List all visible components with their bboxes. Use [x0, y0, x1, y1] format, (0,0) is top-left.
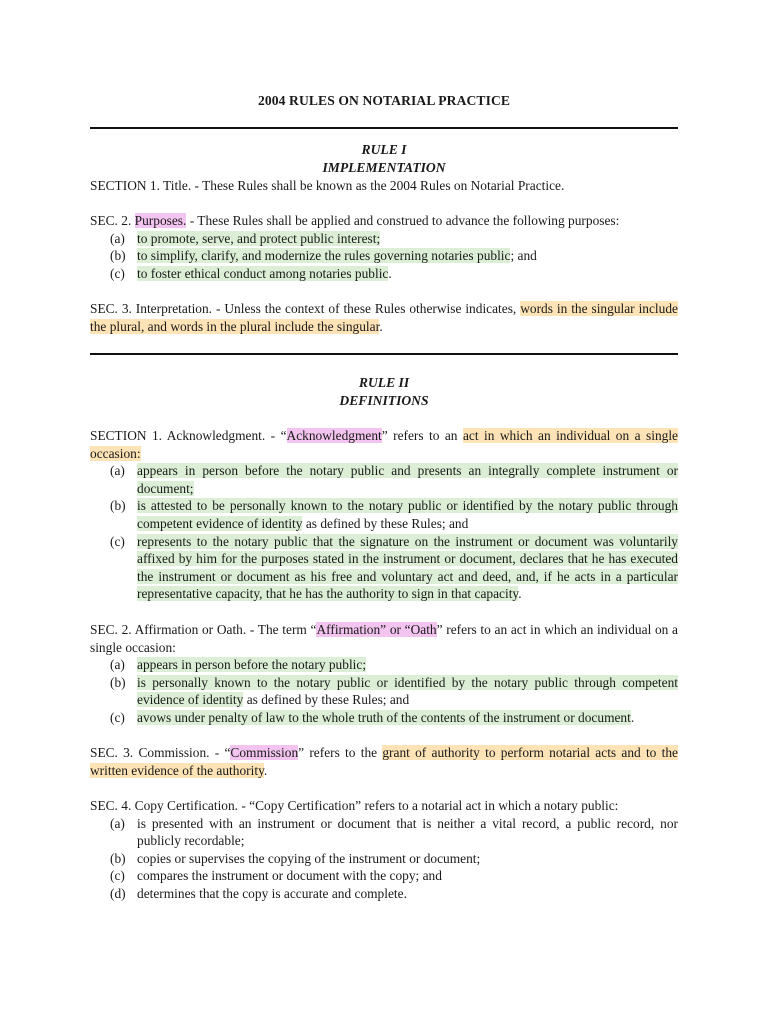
section-label: SEC. 2. Affirmation or Oath. - The term “ — [90, 622, 317, 637]
list-item — [90, 815, 678, 850]
section-label: SEC. 2. — [90, 213, 135, 228]
rule-2-heading: RULE II — [358, 375, 410, 390]
list-item-text: determines that the copy is accurate and complete. — [137, 885, 407, 901]
section-body: ” refers to the — [298, 745, 383, 760]
rule-2-section-2 — [90, 621, 678, 727]
list-marker: (b) — [110, 674, 126, 690]
list-marker: (a) — [110, 657, 125, 673]
rule-1-heading: RULE I — [361, 142, 407, 157]
section-text — [90, 300, 678, 335]
section-tail: . — [263, 762, 268, 778]
list-item-text: to promote, serve, and protect public interest; — [137, 230, 381, 246]
list-item — [90, 885, 678, 903]
list-item-text: copies or supervises the copying of the instrument or document; — [137, 850, 481, 866]
list-marker: (c) — [110, 533, 125, 549]
list-item-tail: as defined by these Rules; and — [243, 692, 410, 708]
list-item-tail: . — [518, 586, 522, 602]
copy-certification-list — [90, 815, 678, 903]
highlighted-text: act in which an individual on a single occasion: — [90, 428, 678, 461]
rule-1-subheading: IMPLEMENTATION — [322, 160, 446, 175]
list-item-text: represents to the notary public that the signature on the instrument or document was voluntarily affixed by him for the purposes stated in the instrument or document, declares that he has executed the instrument or document as his free and voluntary act and deed, and, if he acts in a particular representative capacity, that he has the authority to sign in that capacity — [137, 533, 678, 602]
list-marker: (c) — [110, 868, 125, 884]
list-item — [90, 247, 678, 265]
list-item-tail: as defined by these Rules; and — [302, 515, 469, 531]
list-item — [90, 265, 678, 283]
list-item-text: is personally known to the notary public or identified by the notary public through competent evidence of identity — [137, 674, 678, 708]
term-purposes: Purposes. — [134, 213, 187, 228]
highlighted-text: grant of authority to perform notarial acts and to the written evidence of the authority — [90, 745, 678, 778]
section-text — [90, 744, 678, 779]
list-item-text: appears in person before the notary public; — [137, 657, 367, 673]
rule-2-section-3 — [90, 744, 678, 779]
section-label: SEC. 3. Commission. - “ — [90, 745, 231, 760]
highlighted-text: words in the singular include the plural, and words in the plural include the singular — [90, 301, 678, 334]
section-text: SEC. 4. Copy Certification. - “Copy Certification” refers to a notarial act in which a notary public: — [90, 798, 619, 813]
list-marker: (c) — [110, 265, 125, 281]
list-item-text: appears in person before the notary public and presents an integrally complete instrument or document; — [137, 463, 678, 496]
document-title: 2004 RULES ON NOTARIAL PRACTICE — [257, 93, 511, 108]
list-item — [90, 656, 678, 674]
list-marker: (b) — [110, 498, 126, 514]
list-item-tail: . — [388, 265, 392, 281]
list-item — [90, 497, 678, 532]
section-tail: . — [379, 318, 383, 334]
list-marker: (c) — [110, 709, 125, 725]
list-item — [90, 462, 678, 497]
acknowledgment-list — [90, 462, 678, 603]
list-item — [90, 709, 678, 727]
rule-2-section-4 — [90, 797, 678, 903]
list-item-text: compares the instrument or document with the copy; and — [137, 868, 442, 884]
list-marker: (b) — [110, 850, 126, 866]
section-body: ” refers to an — [381, 428, 463, 443]
rule-divider-2 — [90, 353, 678, 355]
list-marker: (a) — [110, 463, 125, 479]
term-acknowledgment: Acknowledgment — [286, 428, 382, 443]
list-item — [90, 230, 678, 248]
section-text: SECTION 1. Title. - These Rules shall be known as the 2004 Rules on Notarial Practice. — [90, 178, 565, 193]
rule-1-section-2 — [90, 212, 678, 282]
rule-2-section-1 — [90, 427, 678, 603]
list-item — [90, 867, 678, 885]
affirmation-list — [90, 656, 678, 726]
list-item-tail: . — [630, 709, 635, 725]
list-item — [90, 533, 678, 603]
rule-1-section-3 — [90, 300, 678, 335]
list-item-text: is presented with an instrument or document that is neither a vital record, a public record, nor publicly recordable; — [137, 815, 678, 849]
list-item-tail: ; and — [510, 248, 537, 264]
rule-2-subheading: DEFINITIONS — [339, 393, 429, 408]
list-item — [90, 674, 678, 709]
list-marker: (a) — [110, 815, 125, 831]
term-affirmation-oath: Affirmation” or “Oath — [316, 622, 437, 637]
list-marker: (d) — [110, 885, 126, 901]
section-text — [90, 427, 678, 462]
rule-1-section-1 — [90, 177, 678, 195]
list-item-text: avows under penalty of law to the whole truth of the contents of the instrument or document — [137, 709, 631, 725]
section-label: SECTION 1. Acknowledgment. - “ — [90, 428, 287, 443]
list-item-text: to foster ethical conduct among notaries public — [137, 265, 389, 281]
list-item — [90, 850, 678, 868]
section-text — [90, 212, 678, 230]
list-marker: (b) — [110, 248, 126, 264]
rule-divider-1 — [90, 127, 678, 129]
list-item-text: is attested to be personally known to the notary public or identified by the notary public through competent evidence of identity — [137, 498, 678, 531]
section-text — [90, 621, 678, 656]
section-body: - These Rules shall be applied and construed to advance the following purposes: — [186, 213, 620, 228]
section-body: SEC. 3. Interpretation. - Unless the context of these Rules otherwise indicates, — [90, 301, 521, 316]
list-item-text: to simplify, clarify, and modernize the rules governing notaries public — [137, 248, 511, 264]
purposes-list — [90, 230, 678, 283]
term-commission: Commission — [230, 745, 299, 760]
list-marker: (a) — [110, 230, 125, 246]
section-body: ” refers to an act in which an individual on a single occasion: — [90, 622, 678, 655]
